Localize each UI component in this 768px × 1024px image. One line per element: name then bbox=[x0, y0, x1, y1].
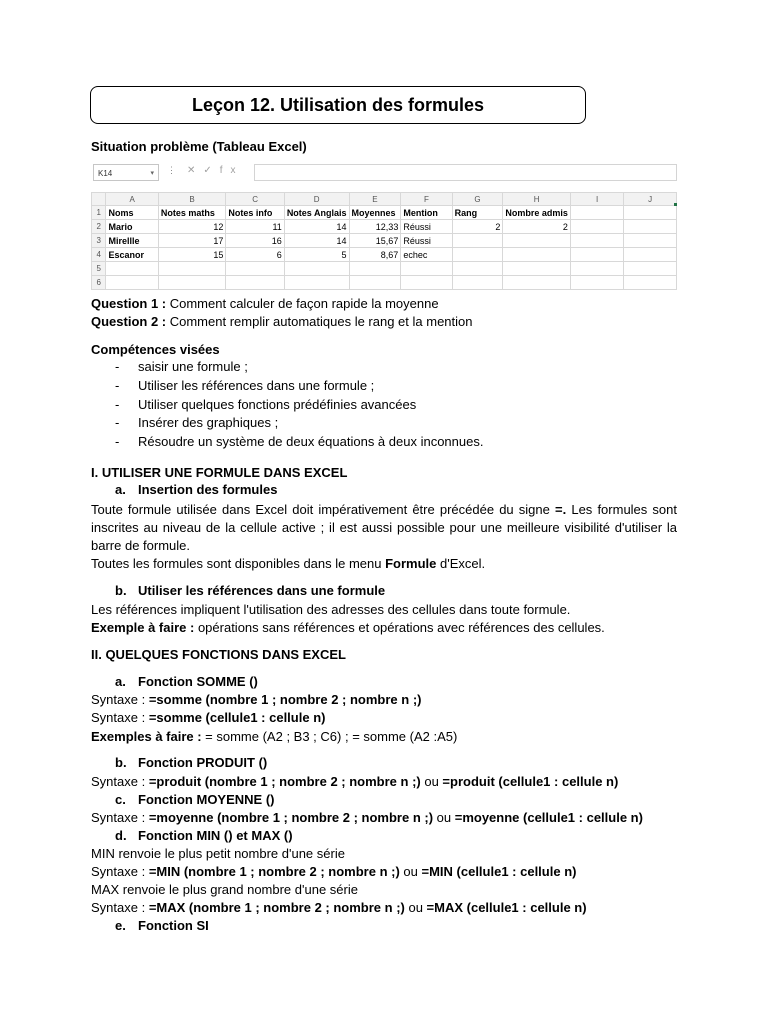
syntax-formula: =MIN (cellule1 : cellule n) bbox=[421, 864, 577, 879]
row-header[interactable]: 4 bbox=[92, 248, 106, 262]
subsection-title: Fonction SOMME () bbox=[138, 674, 258, 689]
name-box bbox=[93, 164, 159, 181]
table-cell[interactable]: 12 bbox=[158, 220, 226, 234]
list-dash: - bbox=[115, 397, 120, 412]
table-cell[interactable] bbox=[349, 262, 401, 276]
chevron-down-icon: ▾ bbox=[150, 170, 154, 177]
table-cell[interactable] bbox=[452, 248, 503, 262]
syntax-label: Syntaxe : bbox=[91, 810, 149, 825]
table-cell[interactable] bbox=[452, 234, 503, 248]
table-cell[interactable]: 12,33 bbox=[349, 220, 401, 234]
max-description: MAX renvoie le plus grand nombre d'une série bbox=[91, 882, 358, 897]
paragraph-formula bbox=[91, 501, 677, 555]
question-2-text: Comment remplir automatiques le rang et la mention bbox=[166, 314, 473, 329]
list-item: Utiliser quelques fonctions prédéfinies avancées bbox=[138, 397, 417, 412]
table-cell[interactable] bbox=[226, 262, 284, 276]
table-cell[interactable]: 11 bbox=[226, 220, 284, 234]
table-cell[interactable]: 16 bbox=[226, 234, 284, 248]
subsection-letter: a. bbox=[115, 482, 126, 497]
table-cell[interactable] bbox=[158, 276, 226, 290]
table-row bbox=[92, 206, 677, 220]
paragraph-text: Les formules sont inscrites au niveau de la cellule active ; il est aussi possible pour une meilleure visibilité d'utiliser la barre de formule. bbox=[91, 502, 677, 553]
column-header[interactable]: H bbox=[503, 193, 571, 206]
subsection-letter: d. bbox=[115, 828, 127, 843]
table-cell[interactable] bbox=[284, 276, 349, 290]
title-box bbox=[90, 86, 586, 124]
syntax-formula: =MIN (nombre 1 ; nombre 2 ; nombre n ;) bbox=[148, 864, 400, 879]
table-cell[interactable]: Réussi bbox=[401, 234, 452, 248]
syntax-line bbox=[91, 899, 587, 917]
example-line bbox=[91, 619, 605, 637]
table-cell[interactable]: Moyennes bbox=[349, 206, 401, 220]
table-cell[interactable] bbox=[624, 262, 677, 276]
syntax-label: Syntaxe : bbox=[91, 692, 149, 707]
table-cell[interactable] bbox=[349, 276, 401, 290]
column-header[interactable]: A bbox=[106, 193, 158, 206]
syntax-line bbox=[91, 773, 618, 791]
table-cell[interactable] bbox=[570, 276, 623, 290]
table-cell[interactable] bbox=[503, 248, 571, 262]
or-word: ou bbox=[399, 864, 422, 879]
table-cell[interactable] bbox=[570, 262, 623, 276]
situation-heading: Situation problème (Tableau Excel) bbox=[91, 139, 307, 154]
subsection-letter: a. bbox=[115, 674, 126, 689]
row-header[interactable]: 1 bbox=[92, 206, 106, 220]
table-cell[interactable] bbox=[106, 262, 158, 276]
table-cell[interactable] bbox=[158, 262, 226, 276]
lesson-title: Leçon 12. Utilisation des formules bbox=[191, 94, 485, 115]
table-row bbox=[92, 234, 677, 248]
table-cell[interactable] bbox=[226, 276, 284, 290]
table-row bbox=[92, 220, 677, 234]
syntax-label: Syntaxe : bbox=[91, 710, 149, 725]
or-word: ou bbox=[420, 774, 443, 789]
table-cell[interactable] bbox=[503, 262, 571, 276]
row-header[interactable]: 5 bbox=[92, 262, 106, 276]
subsection-title: Fonction MOYENNE () bbox=[138, 792, 275, 807]
subsection-title: Fonction MIN () et MAX () bbox=[138, 828, 293, 843]
table-cell[interactable] bbox=[503, 234, 571, 248]
table-cell[interactable] bbox=[570, 234, 623, 248]
table-cell[interactable]: Mario bbox=[106, 220, 158, 234]
table-cell[interactable] bbox=[401, 276, 452, 290]
example-label: Exemple à faire : bbox=[91, 620, 195, 635]
table-cell[interactable] bbox=[624, 220, 677, 234]
syntax-formula: =MAX (cellule1 : cellule n) bbox=[426, 900, 587, 915]
or-word: ou bbox=[404, 900, 427, 915]
table-cell[interactable] bbox=[452, 276, 503, 290]
question-1-text: Comment calculer de façon rapide la moyenne bbox=[166, 296, 439, 311]
table-row bbox=[92, 262, 677, 276]
syntax-formula: =somme (cellule1 : cellule n) bbox=[148, 710, 326, 725]
list-item: saisir une formule ; bbox=[138, 359, 248, 374]
table-row bbox=[92, 248, 677, 262]
table-cell[interactable]: 17 bbox=[158, 234, 226, 248]
table-cell[interactable]: Mirellle bbox=[106, 234, 158, 248]
row-header[interactable]: 6 bbox=[92, 276, 106, 290]
example-label: Exemples à faire : bbox=[91, 729, 202, 744]
section-1-heading: I. UTILISER UNE FORMULE DANS EXCEL bbox=[91, 465, 348, 480]
syntax-line bbox=[91, 691, 422, 709]
min-description: MIN renvoie le plus petit nombre d'une série bbox=[91, 846, 345, 861]
syntax-line bbox=[91, 863, 576, 881]
table-cell[interactable]: 14 bbox=[284, 220, 349, 234]
syntax-formula: =moyenne (nombre 1 ; nombre 2 ; nombre n ;) bbox=[148, 810, 434, 825]
syntax-formula: =produit (cellule1 : cellule n) bbox=[442, 774, 619, 789]
column-header[interactable]: E bbox=[349, 193, 401, 206]
excel-screenshot bbox=[91, 163, 677, 295]
table-cell[interactable]: Mention bbox=[401, 206, 452, 220]
subsection-letter: b. bbox=[115, 755, 127, 770]
question-2 bbox=[91, 313, 473, 331]
question-2-label: Question 2 : bbox=[91, 314, 167, 329]
syntax-label: Syntaxe : bbox=[91, 900, 149, 915]
list-dash: - bbox=[115, 415, 120, 430]
column-header[interactable]: G bbox=[452, 193, 503, 206]
table-cell[interactable]: Escanor bbox=[106, 248, 158, 262]
row-header[interactable]: 2 bbox=[92, 220, 106, 234]
subsection-title: Fonction PRODUIT () bbox=[138, 755, 268, 770]
column-header[interactable]: C bbox=[226, 193, 284, 206]
question-1-label: Question 1 : bbox=[91, 296, 167, 311]
table-cell[interactable] bbox=[106, 276, 158, 290]
paragraph-text: d'Excel. bbox=[436, 556, 486, 571]
column-header[interactable]: I bbox=[570, 193, 623, 206]
syntax-formula: =produit (nombre 1 ; nombre 2 ; nombre n ;) bbox=[148, 774, 421, 789]
name-box-value: K14 bbox=[98, 169, 113, 178]
table-cell[interactable] bbox=[624, 234, 677, 248]
paragraph-text: Toutes les formules sont disponibles dans le menu bbox=[91, 556, 386, 571]
question-1 bbox=[91, 295, 439, 313]
syntax-label: Syntaxe : bbox=[91, 864, 149, 879]
table-cell[interactable] bbox=[624, 248, 677, 262]
table-cell[interactable] bbox=[570, 220, 623, 234]
table-cell[interactable] bbox=[624, 206, 677, 220]
table-cell[interactable] bbox=[570, 206, 623, 220]
column-header-row bbox=[92, 193, 677, 206]
paragraph-references: Les références impliquent l'utilisation des adresses des cellules dans toute formule. bbox=[91, 602, 571, 617]
table-cell[interactable]: 2 bbox=[503, 220, 571, 234]
table-cell[interactable]: 2 bbox=[452, 220, 503, 234]
table-cell[interactable]: Notes maths bbox=[158, 206, 226, 220]
paragraph-text: Toute formule utilisée dans Excel doit impérativement être précédée du signe bbox=[91, 502, 555, 517]
syntax-line bbox=[91, 709, 325, 727]
subsection-letter: b. bbox=[115, 583, 127, 598]
column-header[interactable]: B bbox=[158, 193, 226, 206]
table-cell[interactable] bbox=[624, 276, 677, 290]
table-cell[interactable]: Noms bbox=[106, 206, 158, 220]
table-cell[interactable] bbox=[401, 262, 452, 276]
column-header[interactable]: D bbox=[284, 193, 349, 206]
row-header[interactable]: 3 bbox=[92, 234, 106, 248]
table-cell[interactable]: 5 bbox=[284, 248, 349, 262]
table-cell[interactable]: Notes Anglais bbox=[284, 206, 349, 220]
list-item: Insérer des graphiques ; bbox=[138, 415, 279, 430]
formula-bar bbox=[91, 163, 677, 184]
table-cell[interactable] bbox=[570, 248, 623, 262]
table-row bbox=[92, 276, 677, 290]
subsection-title: Insertion des formules bbox=[138, 482, 278, 497]
column-header[interactable]: J bbox=[624, 193, 677, 206]
table-cell[interactable]: Réussi bbox=[401, 220, 452, 234]
more-vertical-icon: ⋮ bbox=[167, 165, 176, 175]
table-cell[interactable]: Nombre admis bbox=[503, 206, 571, 220]
list-item: Utiliser les références dans une formule ; bbox=[138, 378, 375, 393]
subsection-letter: c. bbox=[115, 792, 126, 807]
syntax-formula: =MAX (nombre 1 ; nombre 2 ; nombre n ;) bbox=[148, 900, 405, 915]
list-item: Résoudre un système de deux équations à deux inconnues. bbox=[138, 434, 484, 449]
equal-sign: =. bbox=[555, 502, 567, 517]
table-cell[interactable]: 8,67 bbox=[349, 248, 401, 262]
subsection-title: Fonction SI bbox=[138, 918, 209, 933]
table-cell[interactable] bbox=[284, 262, 349, 276]
competences-heading: Compétences visées bbox=[91, 342, 220, 357]
list-dash: - bbox=[115, 359, 120, 374]
formula-input bbox=[254, 164, 677, 181]
table-cell[interactable]: 15,67 bbox=[349, 234, 401, 248]
paragraph-menu bbox=[91, 555, 485, 573]
formula-icons: ✕✓fx bbox=[187, 165, 244, 176]
list-dash: - bbox=[115, 434, 120, 449]
table-cell[interactable]: 15 bbox=[158, 248, 226, 262]
list-dash: - bbox=[115, 378, 120, 393]
table-cell[interactable]: 6 bbox=[226, 248, 284, 262]
table-cell[interactable]: 14 bbox=[284, 234, 349, 248]
subsection-letter: e. bbox=[115, 918, 126, 933]
subsection-title: Utiliser les références dans une formule bbox=[138, 583, 386, 598]
syntax-label: Syntaxe : bbox=[91, 774, 149, 789]
example-text: opérations sans références et opérations avec références des cellules. bbox=[194, 620, 605, 635]
example-text: = somme (A2 ; B3 ; C6) ; = somme (A2 :A5) bbox=[201, 729, 458, 744]
corner-cell[interactable] bbox=[92, 193, 106, 206]
selection-marker bbox=[674, 203, 677, 206]
table-cell[interactable]: echec bbox=[401, 248, 452, 262]
or-word: ou bbox=[433, 810, 455, 825]
menu-name: Formule bbox=[385, 556, 437, 571]
syntax-formula: =moyenne (cellule1 : cellule n) bbox=[454, 810, 643, 825]
syntax-line bbox=[91, 809, 643, 827]
spreadsheet-grid bbox=[91, 192, 677, 290]
example-line bbox=[91, 728, 457, 746]
section-2-heading: II. QUELQUES FONCTIONS DANS EXCEL bbox=[91, 647, 346, 662]
table-cell[interactable] bbox=[503, 276, 571, 290]
table-cell[interactable]: Rang bbox=[452, 206, 503, 220]
table-cell[interactable]: Notes info bbox=[226, 206, 284, 220]
column-header[interactable]: F bbox=[401, 193, 452, 206]
table-cell[interactable] bbox=[452, 262, 503, 276]
syntax-formula: =somme (nombre 1 ; nombre 2 ; nombre n ;) bbox=[148, 692, 422, 707]
